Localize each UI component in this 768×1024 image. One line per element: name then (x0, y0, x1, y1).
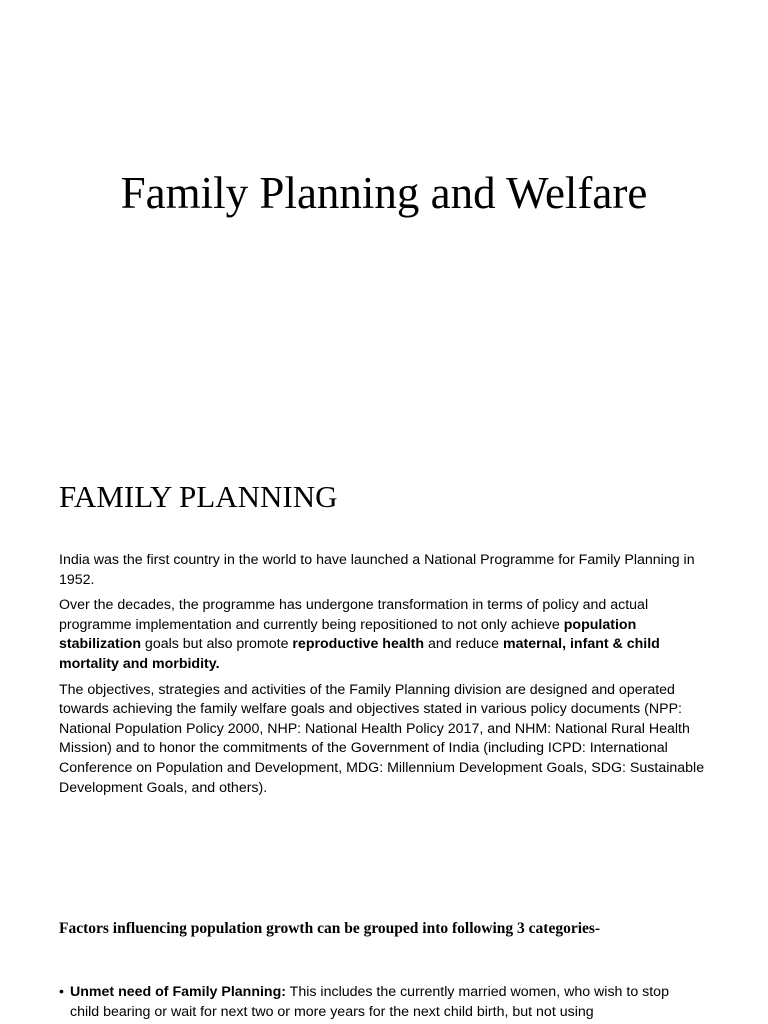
bold-phrase: reproductive health (292, 636, 425, 653)
paragraph-text: and reduce (424, 636, 503, 653)
paragraph-text: goals but also promote (140, 636, 293, 653)
body-text (59, 551, 709, 804)
bullet-bold-label: Unmet need of Family Planning: (70, 984, 286, 1000)
factors-heading: Factors influencing population growth can be grouped into following 3 categories- (59, 920, 601, 937)
list-item (59, 983, 699, 1022)
title-slide (0, 0, 768, 430)
bold-phrase: maternal, infant & child mortality and morbidity. (59, 636, 660, 672)
bullet-text: This includes the currently married women, who wish to stop child bearing or wait for next two or more years for the next child birth, but not using (70, 984, 669, 1020)
slide-title: Family Planning and Welfare (120, 168, 648, 218)
paragraph-text: Over the decades, the programme has undergone transformation in terms of policy and actual programme implementation and currently being repositioned to not only achieve (59, 597, 649, 633)
paragraph-first-country: India was the first country in the world to have launched a National Programme for Family Planning in 1952. (59, 552, 695, 588)
bullet-list (59, 983, 699, 1022)
paragraph-programme-transformation (59, 596, 709, 674)
section-heading: FAMILY PLANNING (59, 479, 338, 514)
bold-phrase: population stabilization (59, 616, 637, 653)
bullet-marker: • (59, 984, 64, 1000)
paragraph-objectives: The objectives, strategies and activities of the Family Planning division are designed and operated towards achieving the family welfare goals and objectives stated in various policy documents (NPP: National Population Policy 2000, NHP: National Health Policy 2017, and NHM: National Rural Health Mission) and to honor the commitments of the Government of India (including ICPD: International Conference on Population and Development, MDG: Millennium Development Goals, SDG: Sustainable Development Goals, and others). (59, 681, 705, 796)
